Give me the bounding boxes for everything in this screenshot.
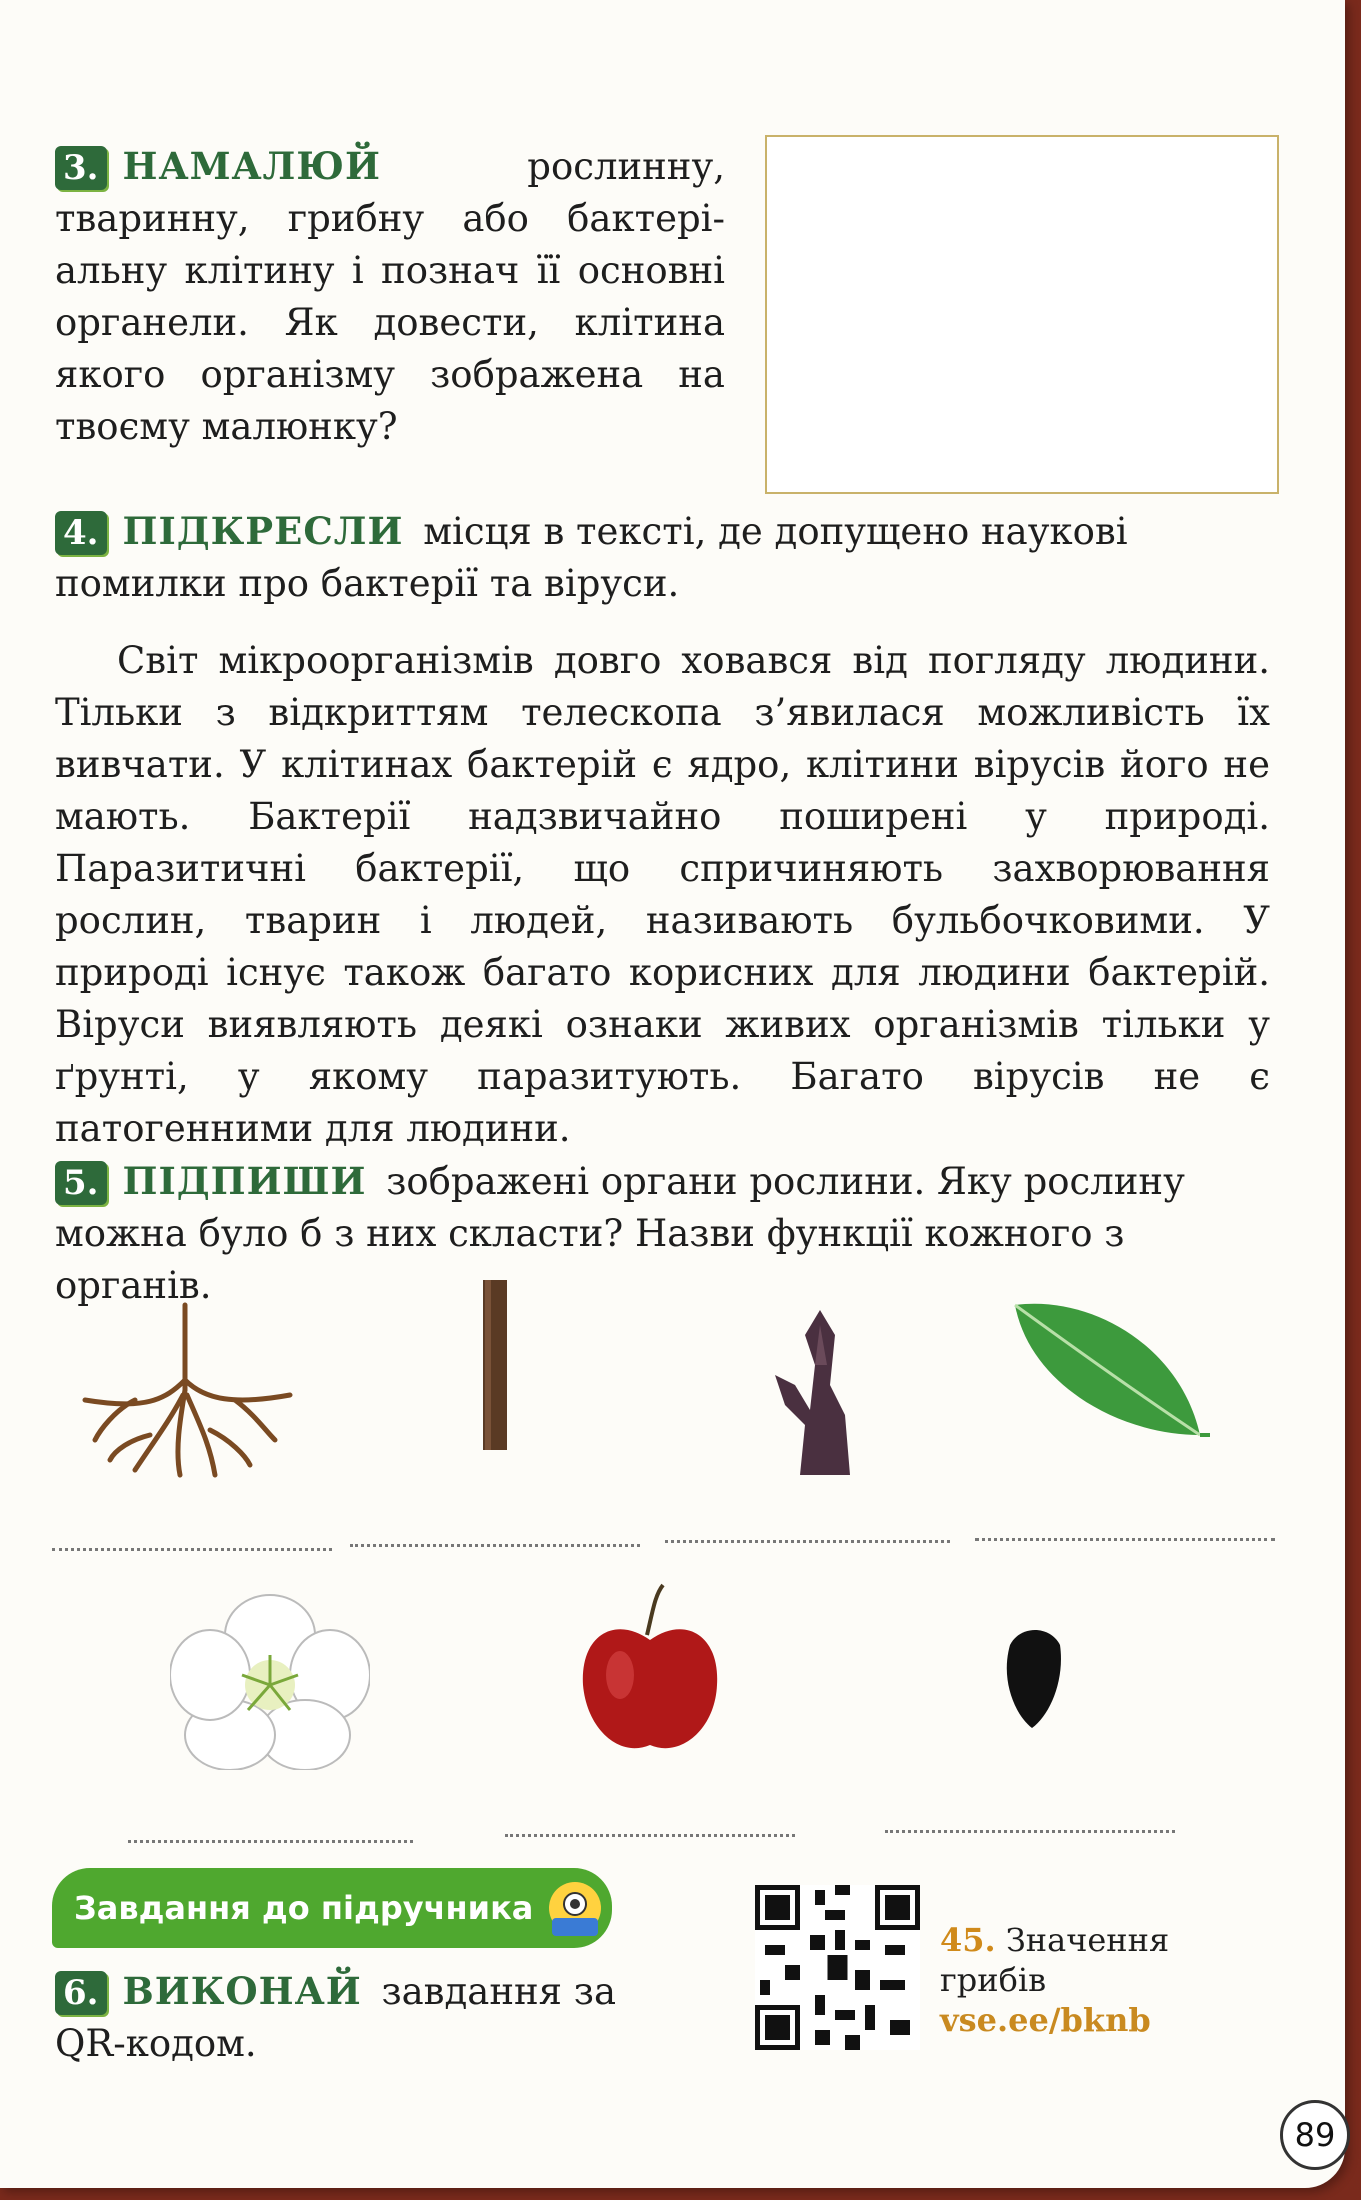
- answer-line-6[interactable]: [505, 1834, 795, 1837]
- answer-line-5[interactable]: [128, 1840, 413, 1843]
- textbook-tasks-banner: [52, 1868, 612, 1948]
- qr-description: [940, 1920, 1169, 2040]
- answer-line-4[interactable]: [975, 1538, 1275, 1541]
- task-number: 5.: [55, 1161, 107, 1205]
- answer-line-2[interactable]: [350, 1544, 640, 1547]
- task-text: рослинну, тваринну, грибну або бактеріальну клітину і познач її основні органели. Як довести, клітина якого організму зображена на твоєму малюнку?: [55, 145, 725, 448]
- task-number: 4.: [55, 511, 107, 555]
- task-4: [55, 505, 1270, 610]
- drawing-area[interactable]: [765, 135, 1279, 494]
- error-text-paragraph[interactable]: Світ мікроорганізмів довго ховався від погляду людини. Тільки з відкриттям телескопа з’явилася можливість їх вивчати. У клітинах бактерій є ядро, клітини вірусів його не мають. Бактерії надзвичайно поширені у природі. Паразитичні бактерії, що спричиняють захворювання рослин, тварин і людей, називають бульбочковими. У природі існує також багато корисних для людини бактерій. Віруси виявляють деякі ознаки живих організмів тільки у ґрунті, у якому паразитують. Багато вірусів не є патогенними для людини.: [55, 639, 1270, 1150]
- answer-line-3[interactable]: [665, 1540, 950, 1543]
- qr-number: 45.: [940, 1921, 996, 1959]
- qr-title-line2: грибів: [940, 1961, 1047, 1999]
- answer-line-7[interactable]: [885, 1830, 1175, 1833]
- task-verb: НАМАЛЮЙ: [122, 144, 381, 188]
- task-3: [55, 140, 725, 453]
- bud-illustration: [765, 1305, 855, 1475]
- flower-illustration: [170, 1590, 370, 1770]
- task-text: зображені органи рослини. Яку рослину можна було б з них скласти? Назви функції кожного з органів.: [55, 1160, 1185, 1307]
- task-6: [55, 1965, 655, 2070]
- task-number: 6.: [55, 1971, 107, 2015]
- task-5: [55, 1155, 1270, 1312]
- answer-line-1[interactable]: [52, 1548, 332, 1551]
- task-verb: ПІДКРЕСЛИ: [122, 509, 404, 553]
- seed-illustration: [1000, 1625, 1065, 1730]
- task-verb: ПІДПИШИ: [122, 1159, 367, 1203]
- leaf-illustration: [1010, 1295, 1210, 1445]
- mascot-icon: [540, 1868, 610, 1948]
- task-text: місця в тексті, де допущено наукові помилки про бактерії та віруси.: [55, 510, 1128, 605]
- qr-link[interactable]: vse.ee/bknb: [940, 2001, 1151, 2039]
- task-verb: ВИКОНАЙ: [122, 1969, 362, 2013]
- apple-illustration: [575, 1580, 725, 1760]
- banner-label: Завдання до підручника: [74, 1889, 534, 1927]
- task-text: завдання за QR-кодом.: [55, 1970, 617, 2065]
- stem-illustration: [475, 1280, 515, 1450]
- root-illustration: [75, 1300, 300, 1480]
- qr-code[interactable]: [755, 1885, 920, 2050]
- task-number: 3.: [55, 146, 107, 190]
- qr-title-line1: Значення: [1005, 1921, 1170, 1959]
- page-number: 89: [1280, 2100, 1350, 2170]
